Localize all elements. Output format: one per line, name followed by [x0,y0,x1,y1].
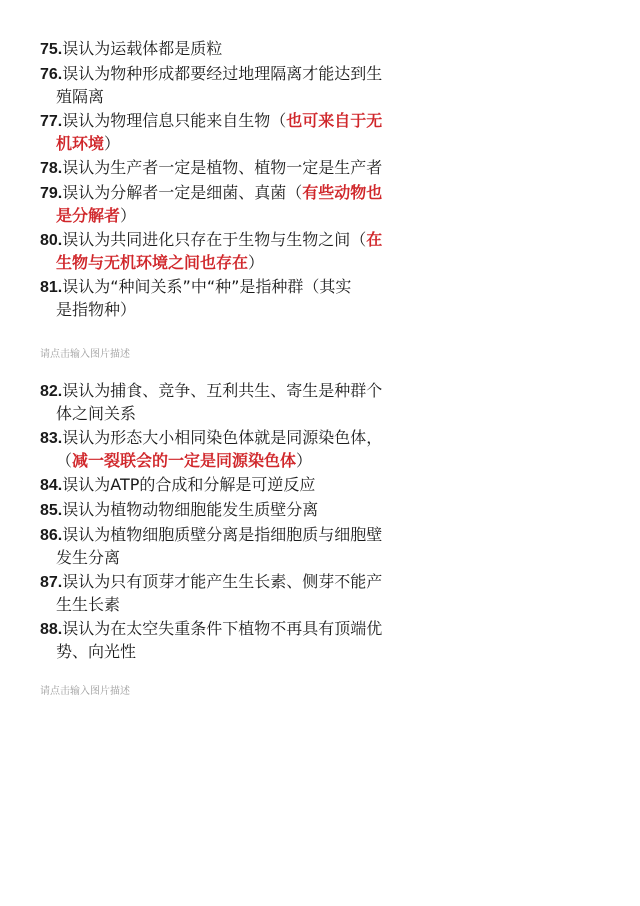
closing-paren: ） [248,253,265,272]
item-text: 误认为分解者一定是细菌、真菌（ [62,183,303,202]
image-caption-placeholder[interactable]: 请点击输入图片描述 [40,349,130,360]
item-text: 误认为捕食、竞争、互利共生、寄生是种群个 [62,381,383,400]
item-text: 误认为在太空失重条件下植物不再具有顶端优 [62,619,383,638]
item-number: 76. [40,66,63,83]
item-text: 误认为物理信息只能来自生物（ [62,111,287,130]
item-number: 78. [40,160,63,177]
misconception-list-1 [0,38,640,321]
item-text: 误认为只有顶芽才能产生生长素、侧芽不能产 [62,572,383,591]
item-text-continued: 殖隔离 [56,87,105,106]
closing-paren: ） [104,134,121,153]
image-caption-placeholder[interactable]: 请点击输入图片描述 [40,686,130,697]
item-text-continued: 生生长素 [56,595,121,614]
item-number: 75. [40,41,63,58]
item-number: 80. [40,232,63,249]
item-text-continued: 发生分离 [56,548,121,567]
list-item-86 [0,524,420,569]
item-number: 77. [40,113,63,130]
opening-paren: （ [56,451,73,470]
item-text-continued: 体之间关系 [56,404,137,423]
list-item-75 [0,38,420,61]
item-number: 82. [40,383,63,400]
correction-text: 减一裂联会的一定是同源染色体 [72,451,297,470]
item-number: 81. [40,279,63,296]
item-number: 88. [40,621,63,638]
item-text: 误认为物种形成都要经过地理隔离才能达到生 [62,64,383,83]
list-item-76 [0,63,420,108]
item-number: 84. [40,477,63,494]
item-text: 误认为ATP的合成和分解是可逆反应 [62,475,316,494]
list-item-85 [0,499,420,522]
item-number: 79. [40,185,63,202]
correction-text: 在 [366,230,383,249]
list-item-81 [0,276,420,321]
list-item-82 [0,380,420,425]
item-text-continued: 是指物种） [56,300,137,319]
item-number: 86. [40,527,63,544]
list-item-87 [0,571,420,616]
correction-text: 也可来自于无 [286,111,383,130]
correction-text: 有些动物也 [302,183,383,202]
list-item-84 [0,474,420,497]
item-number: 83. [40,430,63,447]
closing-paren: ） [296,451,313,470]
list-item-83 [0,427,420,472]
closing-paren: ） [120,206,137,225]
item-number: 85. [40,502,63,519]
item-number: 87. [40,574,63,591]
misconception-list-2 [0,380,640,663]
item-text: 误认为植物动物细胞能发生质壁分离 [62,500,319,519]
list-item-80 [0,229,420,274]
list-item-79 [0,182,420,227]
item-text: 误认为生产者一定是植物、植物一定是生产者 [62,158,383,177]
item-text: 误认为形态大小相同染色体就是同源染色体， [62,428,383,447]
item-text: 误认为“种间关系”中“种”是指种群（其实 [62,277,352,296]
item-text: 误认为共同进化只存在于生物与生物之间（ [62,230,367,249]
correction-text-continued: 生物与无机环境之间也存在 [56,253,249,272]
item-text-continued: 势、向光性 [56,642,137,661]
item-text: 误认为植物细胞质壁分离是指细胞质与细胞壁 [62,525,383,544]
correction-text-continued: 机环境 [56,134,105,153]
list-item-77 [0,110,420,155]
list-item-78 [0,157,420,180]
correction-text-continued: 是分解者 [56,206,121,225]
item-text: 误认为运载体都是质粒 [62,39,223,58]
list-item-88 [0,618,420,663]
